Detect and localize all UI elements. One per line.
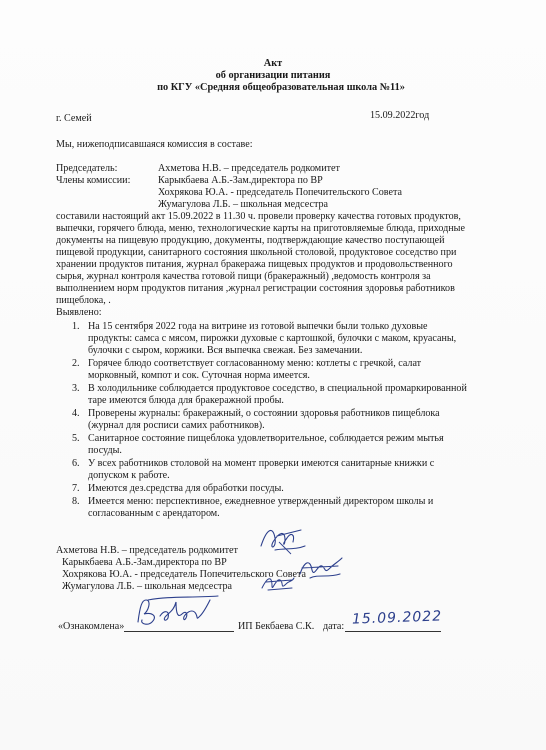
handwritten-signature-acquainted [130,592,230,632]
revealed-heading: Выявлено: [56,307,102,318]
signature-line-3: Хохрякова Ю.А. - председатель Попечительского Совета [62,569,307,580]
item-line: морковный, компот и сок. Суточная норма имеется. [88,370,310,381]
item-line: Имеется меню: перспективное, ежедневное утвержденный директором школы и [88,496,434,507]
act-subtitle: об организации питания [215,70,331,81]
member-1: Карыкбаева А.Б.-Зам.директора по ВР [158,175,323,186]
item-line: продукты: самса с мясом, пирожки духовые с картошкой, булочки с маком, круасаны, [88,333,457,344]
item-line: В холодильнике соблюдается продуктовое соседство, в специальной промаркированной [88,383,467,394]
body-line: выпечки, горячего блюда, меню, технологические карты на приготовляемые блюда, приходные [56,223,465,234]
item-line: Горячее блюдо соответствует согласованному меню: котлеты с гречкой, салат [88,358,422,369]
intro-text: Мы, нижеподписавшаяся комиссия в составе: [56,139,253,150]
item-line: У всех работников столовой на момент проверки имеются санитарные книжки с [88,458,435,469]
body-line: документы на пищевую продукцию, документы, подтверждающие качество поступающей [56,235,445,246]
act-title: Акт [263,58,283,69]
acquainted-date-handwritten: 15.09.2022 [351,608,443,628]
item-line: Имеются дез.средства для обработки посуды. [88,483,284,494]
chair-value: Ахметова Н.В. – председатель родкомитет [158,163,340,174]
item-number: 3. [72,383,80,394]
body-line: составили настоящий акт 15.09.2022 в 11.30 ч. провели проверку качества готовых продуктов, [56,211,461,222]
item-line: посуды. [88,445,122,456]
acquainted-date-label: дата: [323,621,345,632]
act-school: по КГУ «Средняя общеобразовательная школа №11» [157,82,405,93]
members-label: Члены комиссии: [56,175,131,186]
item-line: Проверены журналы: бракеражный, о состоянии здоровья работников пищеблока [88,408,440,419]
body-line: пищеблока, . [56,295,111,306]
item-number: 6. [72,458,80,469]
handwritten-signature-council [296,552,346,582]
item-line: (журнал для росписи самих работников). [88,420,265,431]
handwritten-signature-deputy [258,570,298,596]
signature-line-2: Карыкбаева А.Б.-Зам.директора по ВР [62,557,227,568]
signature-line-4: Жумагулова Л.Б. – школьная медсестра [62,581,233,592]
item-line: На 15 сентября 2022 года на витрине из готовой выпечки были только духовые [88,321,428,332]
member-2: Хохрякова Ю.А. - председатель Попечительского Совета [158,187,403,198]
body-line: хранении продуктов питания, журнал бракеража пищевых продуктов и продовольственного [56,259,453,270]
acquainted-label: «Ознакомлена» [58,621,125,632]
item-number: 8. [72,496,80,507]
item-line: таре имеются блюда для бракеражной пробы. [88,395,284,406]
chair-label: Председатель: [56,163,118,174]
item-number: 4. [72,408,80,419]
item-line: булочки с сыром, коржики. Вся выпечка свежая. Без замечании. [88,345,363,356]
item-number: 7. [72,483,80,494]
acquainted-person: ИП Бекбаева С.К. [238,621,315,632]
member-3: Жумагулова Л.Б. – школьная медсестра [158,199,329,210]
item-number: 1. [72,321,80,332]
act-date: 15.09.2022год [370,110,430,121]
item-line: Санитарное состояние пищеблока удовлетворительное, соблюдается режим мытья [88,433,444,444]
body-line: пищевой продукции, санитарного состояния школьной столовой, продуктовое соседство при [56,247,457,258]
place: г. Семей [56,113,92,124]
acquainted-date-line [345,631,441,632]
item-number: 5. [72,433,80,444]
body-line: выполнением норм продуктов питания ,журнал регистрации состояния здоровья работников [56,283,455,294]
item-line: согласованным с арендатором. [88,508,220,519]
item-line: допуском к работе. [88,470,170,481]
item-number: 2. [72,358,80,369]
signature-line-1: Ахметова Н.В. – председатель родкомитет [56,545,238,556]
body-line: сырья, журнал контроля качества готовой пищи (бракеражный) ,ведомость контроля за [56,271,431,282]
